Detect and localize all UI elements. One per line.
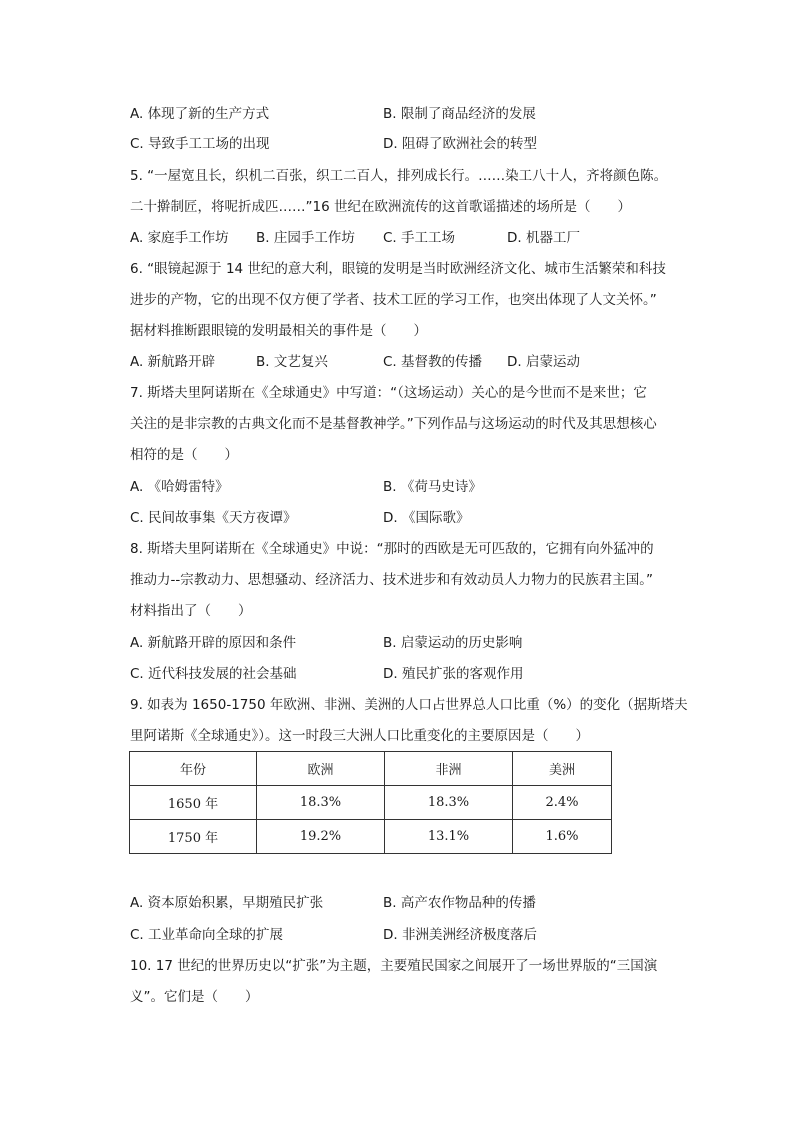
q6-option-d: D. 启蒙运动 xyxy=(507,354,580,370)
q4-option-a: A. 体现了新的生产方式 xyxy=(130,106,270,122)
table-cell: 13.1% xyxy=(385,820,513,854)
q6-option-c: C. 基督教的传播 xyxy=(383,354,483,370)
q4-option-c: C. 导致手工工场的出现 xyxy=(130,136,270,152)
table-cell: 1.6% xyxy=(513,820,612,854)
q5-stem-line1: 5. “一屋宽且长，织机二百张，织工二百人，排列成长行。……染工八十人，齐将颜色陈。 xyxy=(130,168,668,184)
q8-stem-line2: 推动力--宗教动力、思想骚动、经济活力、技术进步和有效动员人力物力的民族君主国。” xyxy=(130,572,653,588)
table-row xyxy=(130,820,612,854)
q7-option-b: B. 《荷马史诗》 xyxy=(383,479,482,495)
q5-stem-line2: 二十擀制匠，将呢折成匹……”16 世纪在欧洲流传的这首歌谣描述的场所是（ ） xyxy=(130,199,631,215)
q10-stem-line1: 10. 17 世纪的世界历史以“扩张”为主题，主要殖民国家之间展开了一场世界版的“三国演 xyxy=(130,958,658,974)
q9-option-c: C. 工业革命向全球的扩展 xyxy=(130,927,284,943)
q9-stem-line2: 里阿诺斯《全球通史》）。这一时段三大洲人口比重变化的主要原因是（ ） xyxy=(130,728,589,744)
table-cell: 1750 年 xyxy=(130,820,257,854)
q4-option-b: B. 限制了商品经济的发展 xyxy=(383,106,536,122)
q5-option-a: A. 家庭手工作坊 xyxy=(130,230,229,246)
q8-option-d: D. 殖民扩张的客观作用 xyxy=(383,666,524,682)
table-cell: 2.4% xyxy=(513,786,612,820)
q9-option-a: A. 资本原始积累，早期殖民扩张 xyxy=(130,895,324,911)
q9-option-d: D. 非洲美洲经济极度落后 xyxy=(383,927,537,943)
table-row xyxy=(130,786,612,820)
table-cell: 18.3% xyxy=(257,786,385,820)
table-header-cell: 美洲 xyxy=(513,752,612,786)
table-header-row xyxy=(130,752,612,786)
q6-stem-line3: 据材料推断跟眼镜的发明最相关的事件是（ ） xyxy=(130,323,427,339)
q9-option-b: B. 高产农作物品种的传播 xyxy=(383,895,536,911)
q5-option-d: D. 机器工厂 xyxy=(507,230,580,246)
q6-stem-line2: 进步的产物，它的出现不仅方便了学者、技术工匠的学习工作，也突出体现了人文关怀。” xyxy=(130,292,657,308)
q7-stem-line3: 相符的是（ ） xyxy=(130,447,238,463)
q6-stem-line1: 6. “眼镜起源于 14 世纪的意大利，眼镜的发明是当时欧洲经济文化、城市生活繁荣和科技 xyxy=(130,261,666,277)
q8-option-c: C. 近代科技发展的社会基础 xyxy=(130,666,297,682)
q7-option-c: C. 民间故事集《天方夜谭》 xyxy=(130,510,297,526)
q10-stem-line2: 义”。它们是（ ） xyxy=(130,989,259,1005)
q6-option-a: A. 新航路开辟 xyxy=(130,354,216,370)
q8-stem-line1: 8. 斯塔夫里阿诺斯在《全球通史》中说：“那时的西欧是无可匹敌的，它拥有向外猛冲的 xyxy=(130,541,654,557)
q5-option-c: C. 手工工场 xyxy=(383,230,456,246)
q8-option-b: B. 启蒙运动的历史影响 xyxy=(383,635,523,651)
q4-option-d: D. 阻碍了欧洲社会的转型 xyxy=(383,136,537,152)
q6-option-b: B. 文艺复兴 xyxy=(256,354,328,370)
table-cell: 19.2% xyxy=(257,820,385,854)
q7-stem-line2: 关注的是非宗教的古典文化而不是基督教神学。”下列作品与这场运动的时代及其思想核心 xyxy=(130,416,657,432)
q7-option-a: A. 《哈姆雷特》 xyxy=(130,479,229,495)
table-cell: 18.3% xyxy=(385,786,513,820)
table-cell: 1650 年 xyxy=(130,786,257,820)
table-header-cell: 非洲 xyxy=(385,752,513,786)
q9-stem-line1: 9. 如表为 1650-1750 年欧洲、非洲、美洲的人口占世界总人口比重（%）的变化（据斯塔夫 xyxy=(130,697,688,713)
q7-option-d: D. 《国际歌》 xyxy=(383,510,470,526)
q8-stem-line3: 材料指出了（ ） xyxy=(130,603,252,619)
q5-option-b: B. 庄园手工作坊 xyxy=(256,230,355,246)
q7-stem-line1: 7. 斯塔夫里阿诺斯在《全球通史》中写道：“（这场运动）关心的是今世而不是来世；它 xyxy=(130,385,647,401)
population-table xyxy=(129,751,612,854)
table-header-cell: 年份 xyxy=(130,752,257,786)
table-header-cell: 欧洲 xyxy=(257,752,385,786)
q8-option-a: A. 新航路开辟的原因和条件 xyxy=(130,635,297,651)
